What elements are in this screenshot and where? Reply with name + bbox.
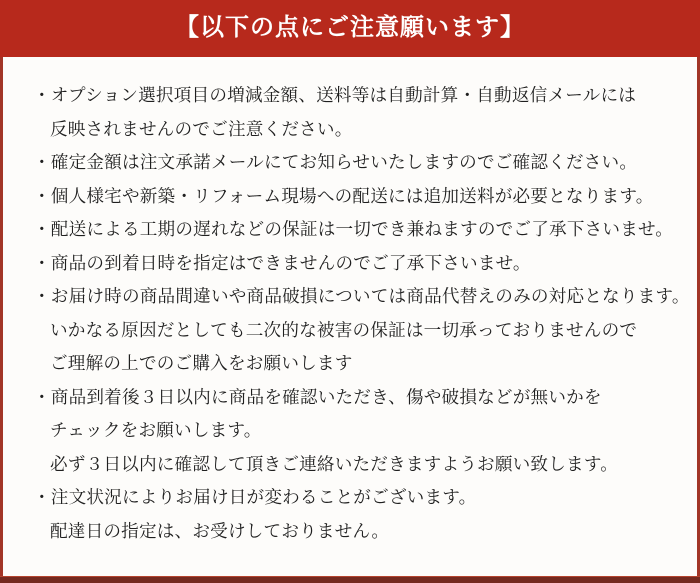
notice-title: 【以下の点にご注意願います】 — [175, 13, 525, 41]
notice-line: チェックをお願いします。 — [50, 420, 262, 440]
notice-line: ・オプション選択項目の増減金額、送料等は自動計算・自動返信メールには — [33, 85, 637, 105]
notice-line: ・注文状況によりお届け日が変わることがございます。 — [33, 487, 477, 507]
bottom-border-bar — [0, 576, 700, 583]
notice-line: ・確定金額は注文承諾メールにてお知らせいたしますのでご確認ください。 — [33, 152, 638, 172]
notice-line: ・商品の到着日時を指定はできませんのでご了承下さいませ。 — [33, 252, 531, 273]
notice-line: ・お届け時の商品間違いや商品破損については商品代替えのみの対応となります。 — [33, 286, 690, 306]
notice-line: ご理解の上でのご購入をお願いします — [50, 353, 353, 373]
notice-body — [0, 57, 700, 576]
notice-line: ・個人様宅や新築・リフォーム現場への配送には追加送料が必要となります。 — [33, 185, 654, 206]
notice-header — [0, 0, 700, 57]
notice-line: ・配送による工期の遅れなどの保証は一切でき兼ねますのでご了承下さいませ。 — [33, 219, 674, 239]
notice-line: 必ず３日以内に確認して頂きご連絡いただきますようお願い致します。 — [50, 453, 618, 474]
notice-line: 反映されませんのでご注意ください。 — [50, 118, 353, 139]
notice-line: いかなる原因だとしても二次的な被害の保証は一切承っておりませんので — [50, 319, 638, 340]
notice-line: ・商品到着後３日以内に商品を確認いただき、傷や破損などが無いかを — [33, 386, 602, 407]
notice-line: 配達日の指定は、お受けしておりません。 — [50, 520, 390, 541]
